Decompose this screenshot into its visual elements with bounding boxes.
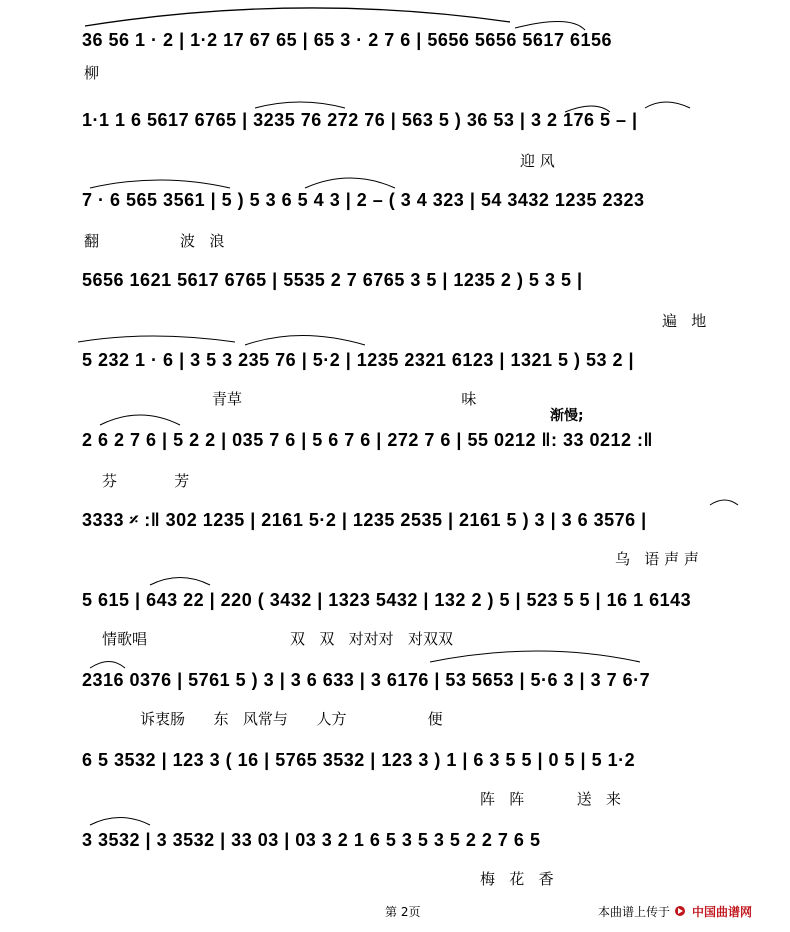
notes: 5 232 1 · 6 | 3 5 3 235 76 | 5·2 | 1235 2321 6123 | 1321 5 ) 53 2 | bbox=[82, 350, 635, 370]
lyrics: 诉衷肠 东 风常与 人方 便 bbox=[140, 710, 443, 728]
music-line bbox=[0, 510, 790, 590]
music-line bbox=[0, 830, 790, 910]
music-line bbox=[0, 350, 790, 430]
lyrics: 翻 波 浪 bbox=[84, 232, 225, 250]
notes: 2316 0376 | 5761 5 ) 3 | 3 6 633 | 3 6176 | 53 5653 | 5·6 3 | 3 7 6·7 bbox=[82, 670, 651, 690]
upload-text: 本曲谱上传于 bbox=[598, 905, 671, 919]
music-line bbox=[0, 670, 790, 750]
lyrics: 阵 阵 送 来 bbox=[480, 790, 622, 808]
lyrics: 迎 风 bbox=[520, 152, 555, 170]
site-logo-text: 中国曲谱网 bbox=[692, 905, 753, 919]
music-line bbox=[0, 270, 790, 350]
notes: 7 · 6 565 3561 | 5 ) 5 3 6 5 4 3 | 2 – ( 3 4 323 | 54 3432 1235 2323 bbox=[82, 190, 645, 210]
footer-credit bbox=[598, 903, 752, 920]
site-logo bbox=[674, 905, 752, 919]
music-line bbox=[0, 110, 790, 190]
music-line bbox=[0, 750, 790, 830]
lyrics: 乌 语 声 声 bbox=[615, 550, 699, 568]
notes: 6 5 3532 | 123 3 ( 16 | 5765 3532 | 123 3 ) 1 | 6 3 5 5 | 0 5 | 5 1·2 bbox=[82, 750, 636, 770]
notes: 36 56 1 · 2 | 1·2 17 67 65 | 65 3 · 2 7 6 | 5656 5656 5617 6156 bbox=[82, 30, 612, 50]
lyrics: 遍 地 bbox=[662, 312, 707, 330]
music-line bbox=[0, 190, 790, 270]
lyrics: 青草 味 bbox=[212, 390, 477, 408]
notes: 5656 1621 5617 6765 | 5535 2 7 6765 3 5 | 1235 2 ) 5 3 5 | bbox=[82, 270, 583, 290]
lyrics: 芬 芳 bbox=[102, 472, 190, 490]
lyrics: 柳 bbox=[84, 64, 100, 82]
lyrics: 梅 花 香 bbox=[480, 870, 554, 888]
music-line bbox=[0, 430, 790, 510]
notes: 3333 𝄎 :‖ 302 1235 | 2161 5·2 | 1235 2535 | 2161 5 ) 3 | 3 6 3576 | bbox=[82, 510, 647, 530]
notes: 2 6 2 7 6 | 5 2 2 | 035 7 6 | 5 6 7 6 | 272 7 6 | 55 0212 ‖: 33 0212 :‖ bbox=[82, 430, 653, 450]
music-line bbox=[0, 590, 790, 670]
notes: 1·1 1 6 5617 6765 | 3235 76 272 76 | 563 5 ) 36 53 | 3 2 176 5 – | bbox=[82, 110, 638, 130]
lyrics: 情歌唱 双 双 对对对 对双双 bbox=[102, 630, 453, 648]
music-line bbox=[0, 30, 790, 110]
notes: 3 3532 | 3 3532 | 33 03 | 03 3 2 1 6 5 3 5 3 5 2 2 7 6 5 bbox=[82, 830, 541, 850]
page-number: 第 2页 bbox=[385, 905, 421, 919]
tempo-marking: 渐慢; bbox=[550, 408, 584, 424]
notes: 5 615 | 643 22 | 220 ( 3432 | 1323 5432 | 132 2 ) 5 | 523 5 5 | 16 1 6143 bbox=[82, 590, 692, 610]
logo-icon bbox=[674, 905, 688, 917]
